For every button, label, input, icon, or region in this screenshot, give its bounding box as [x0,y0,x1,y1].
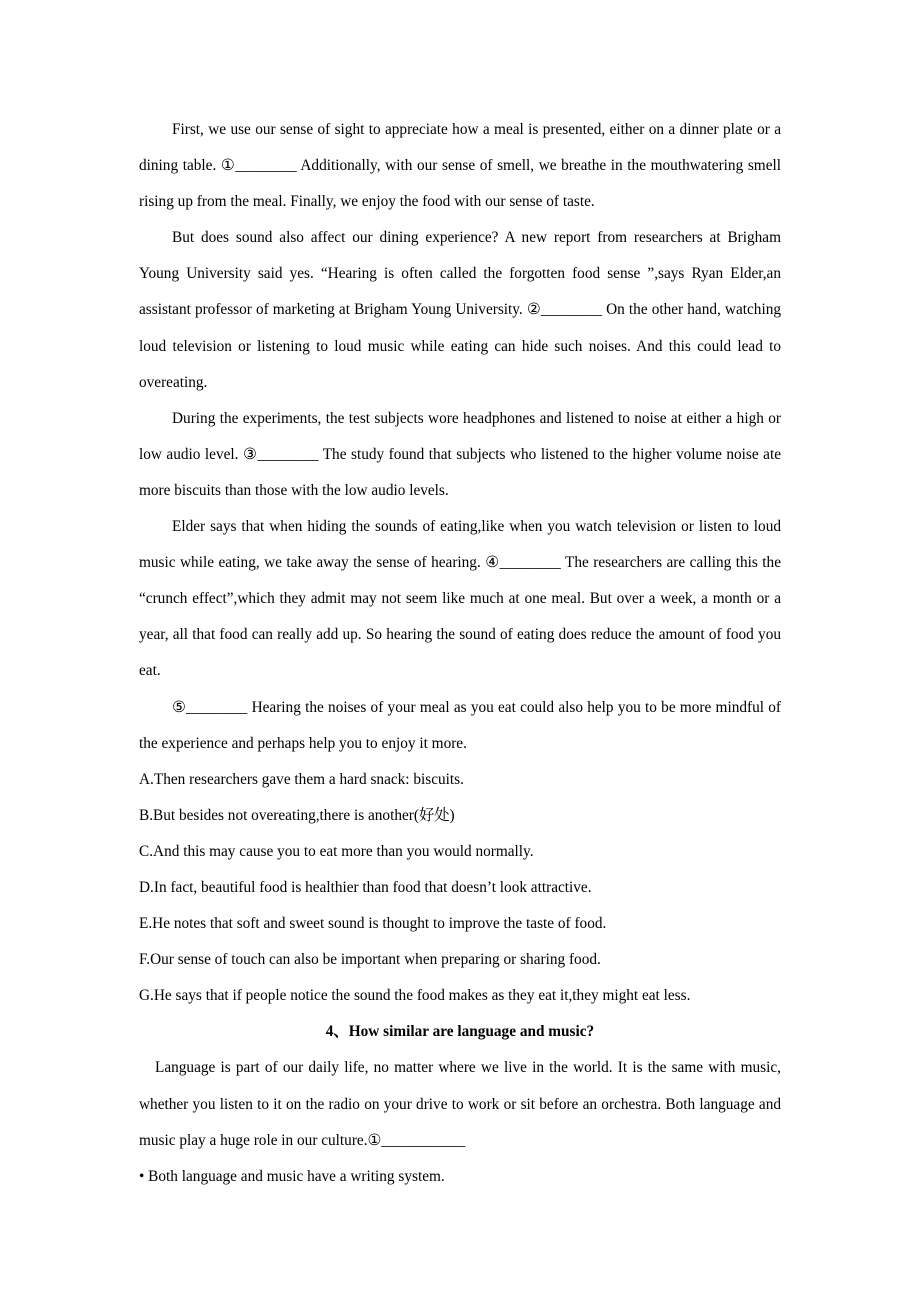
option-a: A.Then researchers gave them a hard snack: biscuits. [139,770,464,788]
option-b: B.But besides not overeating,there is another(好处) [139,806,455,824]
document-body [139,112,781,1195]
passage3-paragraph-4: Elder says that when hiding the sounds of eating,like when you watch television or listen to loud music while eating, we take away the sense of hearing. ④________ The researchers are calling this the “crunch effect”,which they admit may not seem like much at one meal. But over a week, a month or a year, all that food can really add up. So hearing the sound of eating does reduce the amount of food you eat. [139,518,781,680]
option-c: C.And this may cause you to eat more than you would normally. [139,842,534,860]
passage4-intro: Language is part of our daily life, no matter where we live in the world. It is the same with music, whether you listen to it on the radio on your drive to work or sit before an orchestra. Both language and music play a huge role in our culture.①___________ [139,1059,781,1149]
option-d: D.In fact, beautiful food is healthier than food that doesn’t look attractive. [139,878,592,896]
passage3-paragraph-1: First, we use our sense of sight to appreciate how a meal is presented, either on a dinner plate or a dining table. ①________ Additionally, with our sense of smell, we breathe in the mouthwatering smell rising up from the meal. Finally, we enjoy the food with our sense of taste. [139,121,781,211]
option-e: E.He notes that soft and sweet sound is thought to improve the taste of food. [139,915,607,933]
passage4-title: 4、How similar are language and music? [325,1023,595,1041]
option-g: G.He says that if people notice the sound the food makes as they eat it,they might eat less. [139,987,691,1005]
passage4-bullet: • Both language and music have a writing system. [139,1167,445,1185]
option-f: F.Our sense of touch can also be important when preparing or sharing food. [139,951,601,969]
passage3-paragraph-5: ⑤________ Hearing the noises of your meal as you eat could also help you to be more mindful of the experience and perhaps help you to enjoy it more. [139,698,781,752]
passage3-paragraph-2: But does sound also affect our dining experience? A new report from researchers at Brigham Young University said yes. “Hearing is often called the forgotten food sense ”,says Ryan Elder,an assistant professor of marketing at Brigham Young University. ②________ On the other hand, watching loud television or listening to loud music while eating can hide such noises. And this could lead to overeating. [139,229,781,391]
passage3-paragraph-3: During the experiments, the test subjects wore headphones and listened to noise at either a high or low audio level. ③________ The study found that subjects who listened to the higher volume noise ate more biscuits than those with the low audio levels. [139,409,781,499]
